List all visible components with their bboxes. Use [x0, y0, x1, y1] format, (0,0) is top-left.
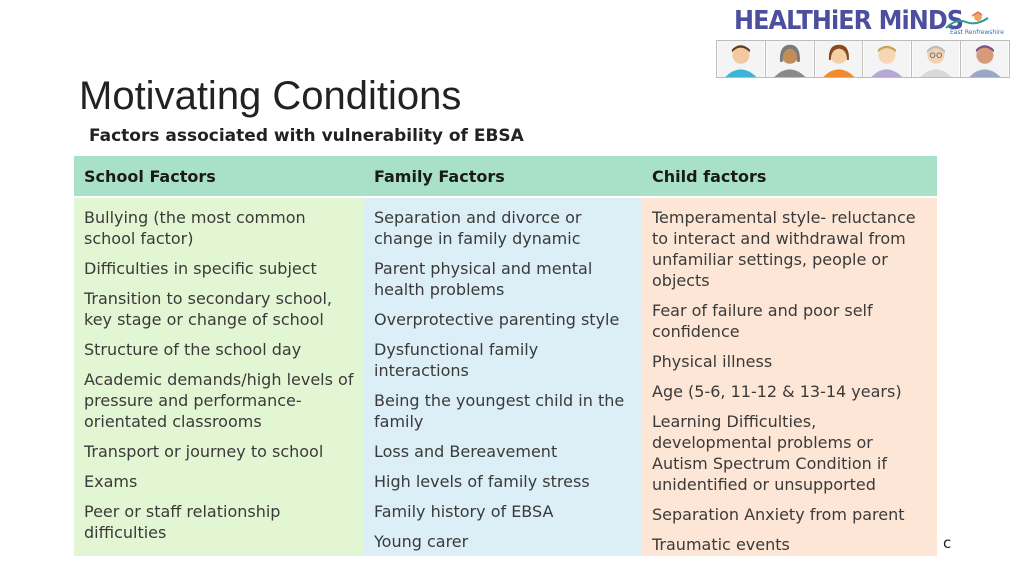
face-icon: [863, 41, 912, 77]
svg-text:East Renfrewshire: East Renfrewshire: [950, 29, 1004, 36]
list-item: Separation Anxiety from parent: [652, 505, 905, 524]
list-item: Dysfunctional family interactions: [374, 340, 539, 380]
family-factors-column: [364, 196, 642, 556]
table-caption: Factors associated with vulnerability of EBSA: [89, 126, 524, 146]
list-item: Learning Difficulties, developmental problems or Autism Spectrum Condition if unidentified or unsupported: [652, 412, 887, 494]
factors-table: [74, 156, 937, 556]
list-item: Physical illness: [652, 352, 773, 371]
logo-text: HEALTHiER MiNDS: [734, 6, 964, 36]
list-item: Bullying (the most common school factor): [84, 208, 306, 248]
face-icon: [961, 41, 1009, 77]
list-item: Family history of EBSA: [374, 502, 554, 521]
list-item: Being the youngest child in the family: [374, 391, 625, 431]
list-item: Fear of failure and poor self confidence: [652, 301, 873, 341]
healthier-minds-logo: [716, 4, 1010, 76]
face-icon: [912, 41, 961, 77]
east-renfrewshire-badge-icon: [942, 10, 1004, 36]
list-item: Structure of the school day: [84, 340, 302, 359]
header-school-factors: School Factors: [74, 156, 364, 196]
list-item: Loss and Bereavement: [374, 442, 558, 461]
face-icon: [766, 41, 815, 77]
list-item: Transition to secondary school, key stage or change of school: [84, 289, 332, 329]
corner-mark: c: [943, 534, 952, 552]
list-item: Peer or staff relationship difficulties: [84, 502, 281, 542]
list-item: Separation and divorce or change in family dynamic: [374, 208, 582, 248]
faces-strip: [716, 40, 1010, 78]
list-item: Difficulties in specific subject: [84, 259, 317, 278]
list-item: Transport or journey to school: [84, 442, 324, 461]
list-item: Age (5-6, 11-12 & 13-14 years): [652, 382, 902, 401]
list-item: Overprotective parenting style: [374, 310, 620, 329]
list-item: Exams: [84, 472, 138, 491]
list-item: Parent physical and mental health problems: [374, 259, 593, 299]
list-item: Temperamental style- reluctance to interact and withdrawal from unfamiliar settings, people or objects: [652, 208, 916, 290]
face-icon: [717, 41, 766, 77]
child-factors-column: [642, 196, 937, 556]
list-item: Academic demands/high levels of pressure and performance-orientated classrooms: [84, 370, 354, 431]
face-icon: [815, 41, 864, 77]
list-item: Traumatic events: [652, 535, 790, 554]
school-factors-column: [74, 196, 364, 556]
header-child-factors: Child factors: [642, 156, 937, 196]
page-title: Motivating Conditions: [79, 74, 462, 118]
header-family-factors: Family Factors: [364, 156, 642, 196]
list-item: Young carer: [374, 532, 469, 551]
list-item: High levels of family stress: [374, 472, 590, 491]
